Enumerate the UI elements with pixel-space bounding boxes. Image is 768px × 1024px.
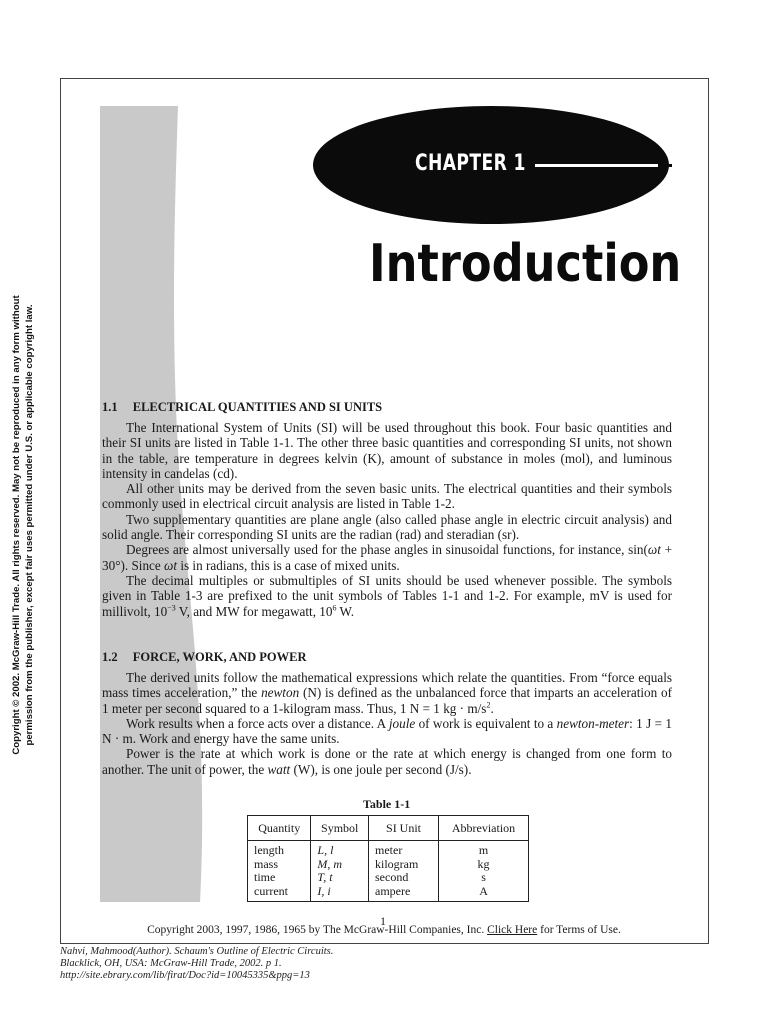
paragraph: The decimal multiples or submultiples of SI units should be used whenever possible. The symbols given in Table 1-3 are prefixed to the unit symbols of Tables 1-1 and 1-2. For example, mV is used for millivolt, $10^{-3}$ V, and MW for megawatt, $10^6$ W. — [102, 572, 672, 619]
table-row — [248, 858, 529, 872]
column-header: Symbol — [311, 816, 369, 841]
paragraph: Work results when a force acts over a distance. A joule of work is equivalent to a newton-meter: 1 J = 1 N · m. Work and energy have the same units. — [102, 715, 673, 747]
table-cell: ampere — [369, 885, 439, 902]
citation-url[interactable]: http://site.ebrary.com/lib/firat/Doc?id=10045335&ppg=13 — [60, 970, 310, 981]
units-table — [247, 815, 529, 902]
table-cell: time — [254, 870, 276, 884]
column-header: Quantity — [248, 816, 311, 841]
column-header: Abbreviation — [439, 816, 529, 841]
citation-line-1: Nahvi, Mahmood(Author). Schaum's Outline of Electric Circuits. — [60, 946, 334, 957]
table-cell: length — [254, 843, 284, 857]
table-cell: s — [439, 871, 529, 885]
page-number: 1 — [380, 914, 386, 928]
paragraph: Power is the rate at which work is done or the rate at which energy is changed from one form to another. The unit of power, the watt (W), is one joule per second (J/s). — [102, 746, 672, 777]
column-header: SI Unit — [369, 816, 439, 841]
vertical-copyright-line-2: permission from the publisher, except fair uses permitted under U.S. or applicable copyright law. — [24, 304, 35, 746]
paragraph: Degrees are almost universally used for the phase angles in sinusoidal functions, for instance, sin(ωt + 30°). Since ωt is in radians, this is a case of mixed units. — [102, 542, 673, 573]
table-cell: m — [439, 841, 529, 858]
citation-line-2: Blacklick, OH, USA: McGraw-Hill Trade, 2002. p 1. — [60, 958, 282, 969]
chapter-title: Introduction — [369, 234, 682, 294]
paragraph: The International System of Units (SI) will be used throughout this book. Four basic quantities and their SI units are listed in Table 1-1. The other three basic quantities and corresponding SI units, not shown in the table, are temperature in degrees kelvin (K), amount of substance in moles (mol), and luminous intensity in candelas (cd). — [102, 420, 672, 481]
paragraph: All other units may be derived from the seven basic units. The electrical quantities and their symbols commonly used in electrical circuit analysis are listed in Table 1-2. — [102, 481, 672, 512]
section-title: FORCE, WORK, AND POWER — [132, 650, 307, 664]
terms-of-use-link[interactable]: Click Here — [487, 924, 538, 936]
table-cell: kg — [439, 858, 529, 872]
table-cell: L, l — [311, 841, 369, 858]
table-header-row — [248, 816, 529, 841]
vertical-copyright-notice — [8, 286, 38, 764]
table-caption: Table 1-1 — [363, 797, 411, 811]
table-row — [248, 841, 529, 858]
section-number: 1.2 — [102, 650, 118, 664]
section-1-1-body — [102, 420, 672, 619]
chapter-rule-tip — [658, 164, 672, 167]
table-cell: kilogram — [369, 858, 439, 872]
chapter-label: CHAPTER 1 — [415, 151, 526, 176]
section-number: 1.1 — [102, 400, 118, 414]
table-cell: M, m — [311, 858, 369, 872]
table-cell: meter — [369, 841, 439, 858]
table-cell: mass — [254, 856, 278, 871]
section-1-2-body — [102, 670, 672, 777]
paragraph: The derived units follow the mathematical expressions which relate the quantities. From “force equals mass times acceleration,” the newton (N) is defined as the unbalanced force that imparts an acceleration of 1 meter per second squared to a 1-kilogram mass. Thus, 1 N = 1 kg · $m/s^2$. — [102, 670, 672, 716]
table-cell: second — [369, 871, 439, 885]
table-cell: A — [439, 885, 529, 902]
footer-copyright-text: Copyright 2003, 1997, 1986, 1965 by The McGraw-Hill Companies, Inc. — [147, 924, 488, 936]
footer-copyright-suffix: for Terms of Use. — [537, 924, 621, 936]
chapter-rule-line — [535, 164, 658, 167]
table-cell: current — [254, 883, 288, 898]
table-cell: T, t — [311, 871, 369, 885]
vertical-copyright-line-1: Copyright © 2002. McGraw-Hill Trade. All rights reserved. May not be reproduced in any form without — [11, 295, 22, 755]
section-heading-1-2 — [102, 650, 307, 665]
source-citation — [60, 946, 333, 982]
table-row — [248, 871, 529, 885]
table-cell: I, i — [311, 885, 369, 902]
paragraph: Two supplementary quantities are plane angle (also called phase angle in electric circuit analysis) and solid angle. Their corresponding SI units are the radian (rad) and steradian (sr). — [102, 511, 672, 543]
section-title: ELECTRICAL QUANTITIES AND SI UNITS — [132, 400, 383, 414]
footer-copyright — [0, 924, 768, 936]
table-row — [248, 885, 529, 902]
section-heading-1-1 — [102, 400, 382, 415]
